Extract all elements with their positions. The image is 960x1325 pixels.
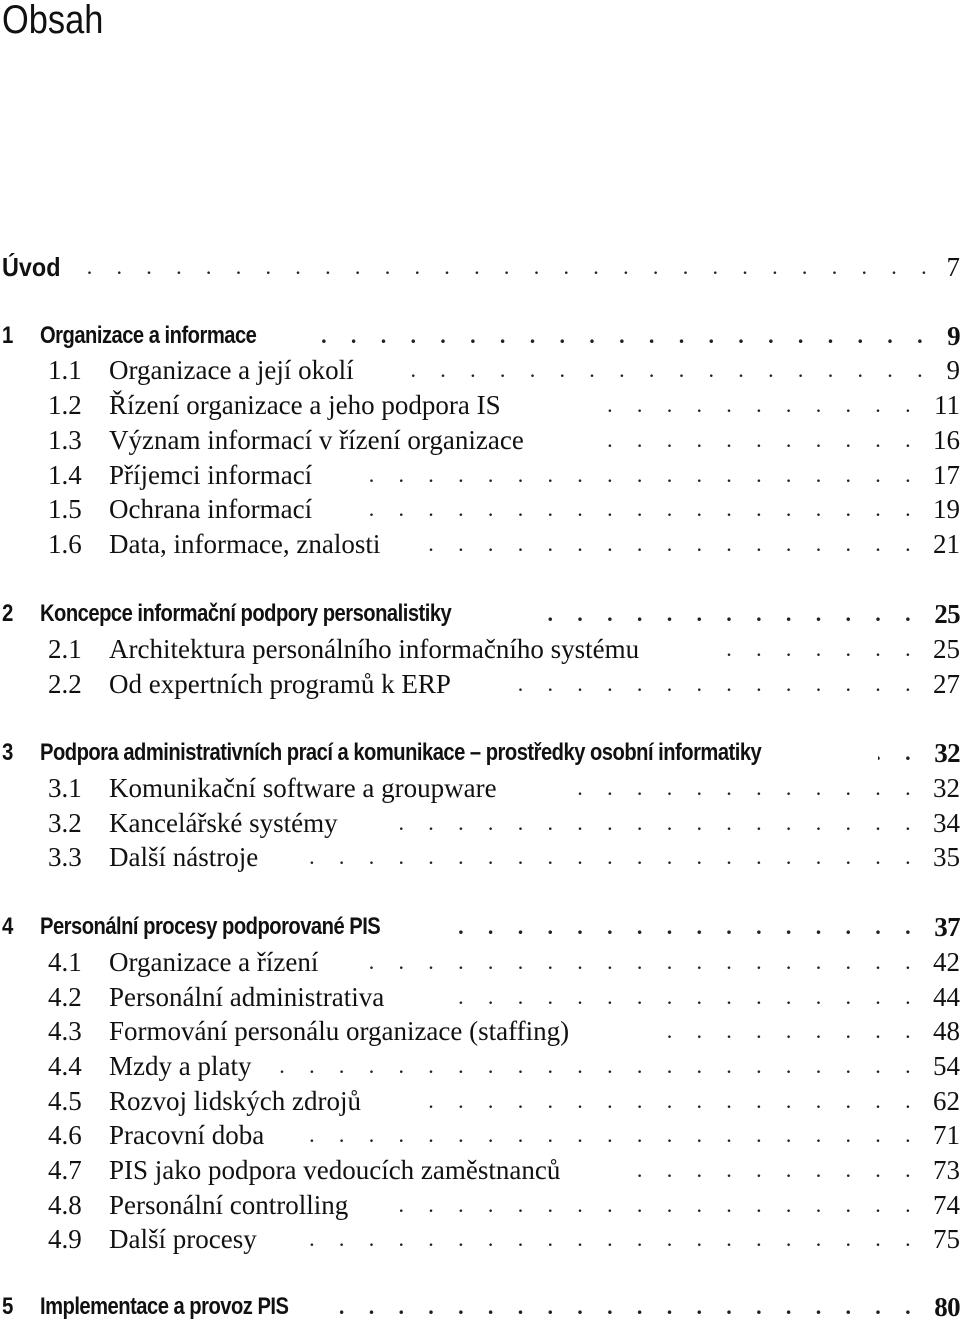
dot-leader <box>440 980 920 1014</box>
section-title: Formování personálu organizace (staffing) <box>109 1016 570 1046</box>
section-number: 4.1 <box>48 947 82 977</box>
toc-entry-page: 11 <box>934 390 960 420</box>
section-number: 1.1 <box>48 355 82 385</box>
section-title: Další nástroje <box>109 842 259 872</box>
toc-entry-page: 25 <box>933 634 960 664</box>
dot-leader <box>356 945 920 979</box>
toc-entry-page: 17 <box>933 460 960 490</box>
section-title: Ochrana informací <box>109 494 313 524</box>
dot-leader <box>560 771 920 805</box>
section-title: Od expertních programů k ERP <box>109 669 451 699</box>
section-title: Organizace a její okolí <box>109 355 354 385</box>
section-number: 4.5 <box>48 1086 82 1116</box>
dot-leader <box>528 597 920 631</box>
section-number: 4.3 <box>48 1016 82 1046</box>
toc-entry-page: 42 <box>933 947 960 977</box>
dot-leader <box>390 353 932 387</box>
section-title: Mzdy a platy <box>109 1051 252 1081</box>
chapter-title: Podpora administrativních prací a komunikace – prostředky osobní informatiky <box>40 739 762 766</box>
section-number: 3.3 <box>48 842 82 872</box>
toc-section-4-1[interactable] <box>0 945 960 979</box>
section-title: Komunikační software a groupware <box>109 773 497 803</box>
toc-chapter-1[interactable] <box>0 319 960 353</box>
toc-chapter-5[interactable] <box>0 1290 960 1324</box>
toc-entry-page: 19 <box>933 494 960 524</box>
toc-entry-page: 9 <box>947 321 960 351</box>
toc-entry-page: 21 <box>933 529 960 559</box>
chapter-number: 2 <box>2 600 13 627</box>
toc-section-3-3[interactable] <box>0 840 960 874</box>
section-number: 4.4 <box>48 1051 82 1081</box>
section-title: Význam informací v řízení organizace <box>109 425 524 455</box>
toc-entry-page: 44 <box>933 982 960 1012</box>
dot-leader <box>592 388 920 422</box>
section-title: Kancelářské systémy <box>109 808 338 838</box>
section-title: Organizace a řízení <box>109 947 319 977</box>
section-title: PIS jako podpora vedoucích zaměstnanců <box>109 1155 561 1185</box>
dot-leader <box>290 1118 920 1152</box>
toc-section-4-6[interactable] <box>0 1118 960 1152</box>
toc-section-1-2[interactable] <box>0 388 960 422</box>
dot-leader <box>506 667 920 701</box>
toc-section-4-3[interactable] <box>0 1014 960 1048</box>
section-number: 1.5 <box>48 494 82 524</box>
toc-entry-page: 34 <box>933 808 960 838</box>
section-number: 3.2 <box>48 808 82 838</box>
dot-leader <box>376 806 920 840</box>
chapter-title: Personální procesy podporované PIS <box>40 913 381 940</box>
section-title: Rozvoj lidských zdrojů <box>109 1086 361 1116</box>
toc-section-4-8[interactable] <box>0 1188 960 1222</box>
chapter-title: Organizace a informace <box>40 322 257 349</box>
toc-section-1-1[interactable] <box>0 353 960 387</box>
toc-entry-page: 74 <box>933 1190 960 1220</box>
section-number: 1.6 <box>48 529 82 559</box>
toc-section-4-7[interactable] <box>0 1153 960 1187</box>
section-title: Příjemci informací <box>109 460 313 490</box>
toc-entry-page: 54 <box>933 1051 960 1081</box>
toc-entry-page: 27 <box>933 669 960 699</box>
toc-entry-page: 32 <box>934 738 960 768</box>
toc-entry-page: 48 <box>933 1016 960 1046</box>
toc-section-1-4[interactable] <box>0 458 960 492</box>
chapter-title: Koncepce informační podpory personalistiky <box>40 600 452 627</box>
toc-entry-page: 73 <box>933 1155 960 1185</box>
toc-entry-page: 71 <box>933 1120 960 1150</box>
dot-leader <box>286 840 920 874</box>
dot-leader <box>340 1290 920 1324</box>
dot-leader <box>276 1049 920 1083</box>
dot-leader <box>726 632 920 666</box>
section-number: 4.7 <box>48 1155 82 1185</box>
section-title: Architektura personálního informačního systému <box>109 634 640 664</box>
toc-section-1-6[interactable] <box>0 527 960 561</box>
dot-leader <box>352 458 920 492</box>
toc-section-4-4[interactable] <box>0 1049 960 1083</box>
toc-entry-page: 16 <box>933 425 960 455</box>
dot-leader <box>392 1188 920 1222</box>
toc-entry-page: 80 <box>934 1292 960 1322</box>
section-number: 4.8 <box>48 1190 82 1220</box>
section-number: 4.2 <box>48 982 82 1012</box>
chapter-number: 1 <box>2 322 13 349</box>
toc-section-3-2[interactable] <box>0 806 960 840</box>
dot-leader <box>592 423 920 457</box>
section-number: 1.4 <box>48 460 82 490</box>
toc-entry-page: 25 <box>934 599 960 629</box>
section-number: 3.1 <box>48 773 82 803</box>
toc-section-2-1[interactable] <box>0 632 960 666</box>
toc-section-2-2[interactable] <box>0 667 960 701</box>
section-title: Data, informace, znalosti <box>109 529 381 559</box>
toc-entry-intro[interactable] <box>0 250 960 284</box>
section-title: Pracovní doba <box>109 1120 265 1150</box>
section-number: 2.1 <box>48 634 82 664</box>
dot-leader <box>286 1222 920 1256</box>
section-title: Personální controlling <box>109 1190 349 1220</box>
toc-section-4-5[interactable] <box>0 1084 960 1118</box>
dot-leader <box>86 250 936 284</box>
chapter-number: 4 <box>2 913 13 940</box>
toc-entry-page: 32 <box>933 773 960 803</box>
dot-leader <box>636 1153 920 1187</box>
section-number: 2.2 <box>48 669 82 699</box>
section-number: 4.9 <box>48 1224 82 1254</box>
section-number: 4.6 <box>48 1120 82 1150</box>
toc-chapter-4[interactable] <box>0 910 960 944</box>
page-title: Obsah <box>2 0 104 42</box>
dot-leader <box>446 910 920 944</box>
toc-entry-page: 7 <box>946 252 960 282</box>
chapter-number: 5 <box>2 1293 13 1320</box>
dot-leader <box>406 1084 920 1118</box>
dot-leader <box>646 1014 920 1048</box>
toc-section-1-5[interactable] <box>0 492 960 526</box>
section-title: Řízení organizace a jeho podpora IS <box>109 390 501 420</box>
section-number: 1.3 <box>48 425 82 455</box>
dot-leader <box>352 492 920 526</box>
toc-entry-page: 9 <box>946 355 960 385</box>
toc-chapter-2[interactable] <box>0 597 960 631</box>
toc-section-4-2[interactable] <box>0 980 960 1014</box>
chapter-title: Implementace a provoz PIS <box>40 1293 289 1320</box>
section-number: 1.2 <box>48 390 82 420</box>
dot-leader <box>878 736 920 770</box>
toc-section-1-3[interactable] <box>0 423 960 457</box>
toc-section-3-1[interactable] <box>0 771 960 805</box>
chapter-number: 3 <box>2 739 13 766</box>
section-title: Personální administrativa <box>109 982 385 1012</box>
dot-leader <box>300 319 932 353</box>
section-title: Další procesy <box>109 1224 257 1254</box>
toc-entry-page: 62 <box>933 1086 960 1116</box>
toc-section-4-9[interactable] <box>0 1222 960 1256</box>
toc-entry-page: 35 <box>933 842 960 872</box>
toc-entry-page: 37 <box>934 912 960 942</box>
toc-entry-page: 75 <box>933 1224 960 1254</box>
toc-chapter-3[interactable] <box>0 736 960 770</box>
dot-leader <box>422 527 920 561</box>
toc-entry-title: Úvod <box>2 252 61 282</box>
